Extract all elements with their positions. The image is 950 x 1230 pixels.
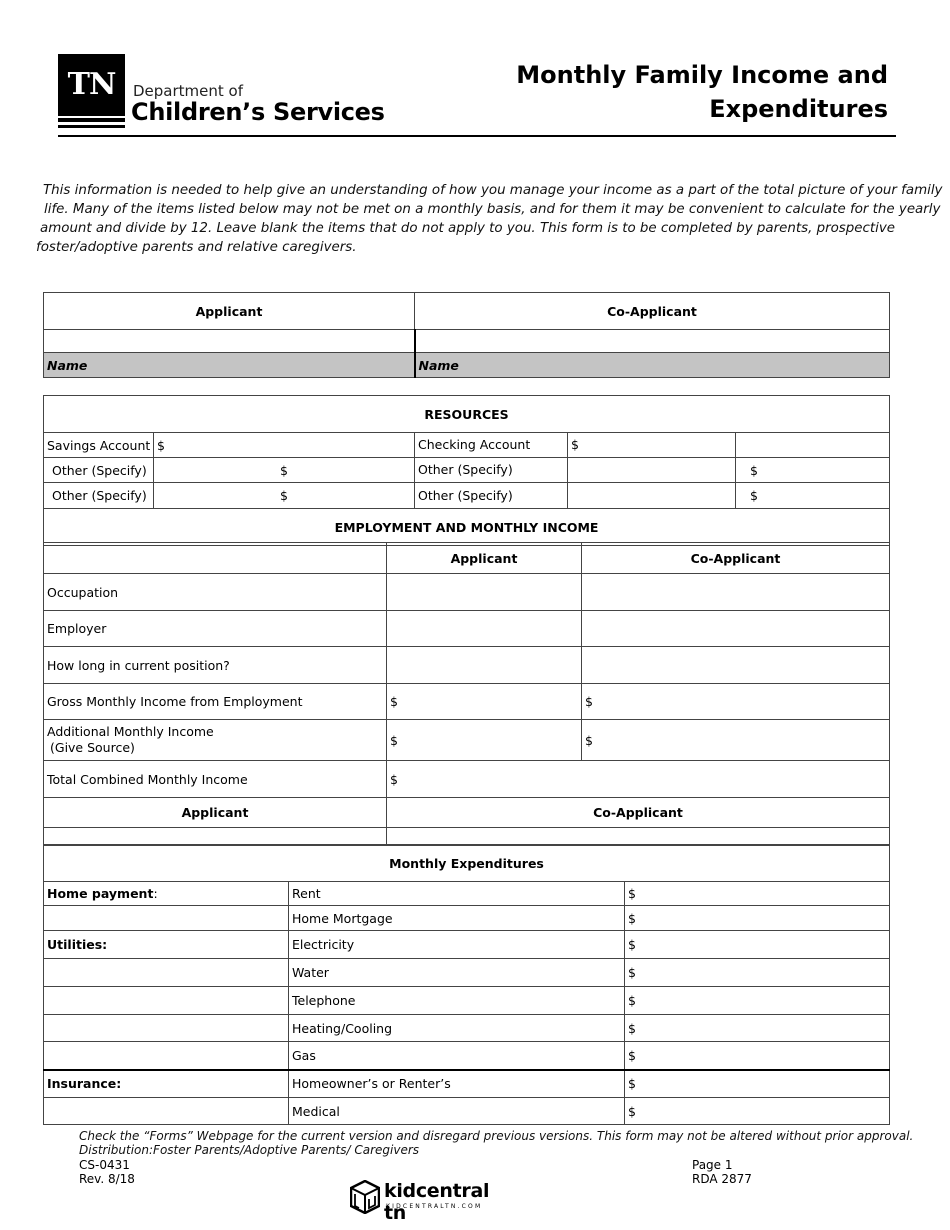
employment-applicant-header: Applicant [387,543,582,574]
blank-category [44,1015,289,1042]
kidcentral-cube-icon [350,1180,380,1214]
other-split [415,458,736,483]
other-specify-field-right[interactable] [736,458,890,483]
total-income-label: Total Combined Monthly Income [44,761,387,798]
how-long-label: How long in current position? [44,647,387,684]
other-specify-label: Other (Specify) [44,458,154,483]
form-number: CS-0431 [79,1158,130,1172]
electricity-field[interactable] [625,931,890,959]
tn-logo: TN [58,54,125,116]
applicant-signature-field[interactable] [44,828,387,846]
dollar-sign: $ [628,1076,636,1092]
dollar-sign: $ [571,437,579,452]
other-specify-field[interactable] [154,483,415,509]
resources-employment-table [43,395,890,546]
other-specify-label: Other (Specify) [415,458,568,482]
employer-label: Employer [44,611,387,647]
gas-label: Gas [289,1042,625,1070]
home-payment-label [44,882,289,906]
logo-underline [58,118,125,122]
header-divider [58,135,896,137]
kidcentral-brand: kidcentral tn [384,1180,490,1224]
dollar-sign: $ [157,437,165,453]
blank-category [44,1042,289,1070]
gross-income-label: Gross Monthly Income from Employment [44,684,387,720]
intro-line: This information is needed to help give an understanding of how you manage your income as a part of the total picture of your family [43,183,943,198]
applicant-employer-field[interactable] [387,611,582,647]
dollar-sign: $ [280,488,288,503]
resources-heading: RESOURCES [44,396,890,433]
employment-co-applicant-header: Co-Applicant [582,543,890,574]
form-title [516,58,888,126]
dollar-sign: $ [628,1020,636,1036]
savings-account-field[interactable] [154,433,415,458]
medical-field[interactable] [625,1098,890,1125]
utilities-label: Utilities: [44,931,289,959]
form-title-line1: Monthly Family Income and [516,61,888,89]
other-specify-field[interactable] [154,458,415,483]
dollar-sign: $ [628,937,636,952]
applicant-name-field[interactable] [44,330,415,353]
other-specify-label: Other (Specify) [415,483,568,508]
co-applicant-employer-field[interactable] [582,611,890,647]
electricity-label: Electricity [289,931,625,959]
dollar-sign: $ [390,732,398,748]
intro-line: foster/adoptive parents and relative caregivers. [36,240,357,255]
dollar-sign: $ [750,488,758,503]
other-specify-label: Other (Specify) [44,483,154,509]
page-header [58,54,898,138]
intro-line: life. Many of the items listed below may not be met on a monthly basis, and for them it may be convenient to calculate for the yearly [44,202,941,217]
homeowner-field[interactable] [625,1070,890,1098]
other-split [415,483,736,509]
occupation-label: Occupation [44,574,387,611]
checking-account-field[interactable] [568,433,579,457]
home-payment-colon: : [153,886,158,901]
page-number: Page 1 [692,1158,733,1172]
additional-income-line2: (Give Source) [50,740,135,755]
signature-applicant-header: Applicant [44,798,387,828]
heating-field[interactable] [625,1015,890,1042]
blank-category [44,987,289,1015]
footer-notice [79,1129,913,1157]
footer-line1: Check the “Forms” Webpage for the current version and disregard previous versions. This form may not be altered without prior approval. [79,1129,914,1143]
kidcentral-logo [350,1178,500,1224]
dollar-sign: $ [390,771,398,787]
rda-number: RDA 2877 [692,1172,752,1186]
dollar-sign: $ [280,462,288,478]
footer-line2: Distribution:Foster Parents/Adoptive Parents/ Caregivers [79,1143,420,1157]
co-applicant-how-long-field[interactable] [582,647,890,684]
water-field[interactable] [625,959,890,987]
applicant-header: Applicant [44,293,415,330]
form-revision: Rev. 8/18 [79,1172,135,1186]
page-info-block [692,1158,752,1186]
dollar-sign: $ [750,462,758,478]
additional-income-line1: Additional Monthly Income [47,724,214,739]
co-applicant-occupation-field[interactable] [582,574,890,611]
dollar-sign: $ [628,886,636,901]
heating-label: Heating/Cooling [289,1015,625,1042]
checking-account-label: Checking Account [415,433,568,457]
co-applicant-name-label: Name [415,353,890,378]
telephone-field[interactable] [625,987,890,1015]
insurance-label: Insurance: [44,1070,289,1098]
dollar-sign: $ [628,993,636,1008]
logo-underline-thin [58,125,125,128]
other-specify-field-right[interactable] [736,483,890,509]
savings-account-label: Savings Account [44,433,154,458]
dollar-sign: $ [628,965,636,980]
checking-account-field-ext[interactable] [736,433,890,458]
employment-table [43,542,890,846]
form-id-block [79,1158,135,1186]
expenditures-table [43,844,890,1125]
dollar-sign: $ [628,1047,636,1063]
co-applicant-signature-field[interactable] [387,828,890,846]
applicant-name-label: Name [44,353,415,378]
department-name: Children’s Services [131,98,385,126]
employment-heading: EMPLOYMENT AND MONTHLY INCOME [44,509,890,546]
co-applicant-name-field[interactable] [415,330,890,353]
employment-blank-header [44,543,387,574]
rent-field[interactable] [625,882,890,906]
names-table [43,292,890,378]
mortgage-label: Home Mortgage [289,906,625,931]
total-income-field[interactable] [387,761,890,798]
co-applicant-gross-income-field[interactable] [582,684,890,720]
applicant-occupation-field[interactable] [387,574,582,611]
intro-line: amount and divide by 12. Leave blank the items that do not apply to you. This form is to be completed by parents, prospective [40,221,895,236]
homeowner-label: Homeowner’s or Renter’s [289,1070,625,1098]
home-payment-text: Home payment [47,886,154,901]
kidcentral-url: KIDCENTRALTN.COM [386,1203,483,1210]
applicant-gross-income-field[interactable] [387,684,582,720]
co-applicant-header: Co-Applicant [415,293,890,330]
dollar-sign: $ [585,694,593,709]
medical-label: Medical [289,1098,625,1125]
gas-field[interactable] [625,1042,890,1070]
signature-co-applicant-header: Co-Applicant [387,798,890,828]
other-specify-field[interactable] [568,458,735,482]
additional-income-label [44,720,387,761]
co-applicant-additional-income-field[interactable] [582,720,890,761]
telephone-label: Telephone [289,987,625,1015]
blank-category [44,959,289,987]
blank-category [44,906,289,931]
dollar-sign: $ [628,1103,636,1119]
checking-split [415,433,736,458]
blank-category [44,1098,289,1125]
expenditures-heading: Monthly Expenditures [44,845,890,882]
water-label: Water [289,959,625,987]
dollar-sign: $ [390,694,398,709]
rent-label: Rent [289,882,625,906]
department-label: Department of [133,82,243,100]
mortgage-field[interactable] [625,906,890,931]
other-specify-field[interactable] [568,483,735,508]
intro-paragraph [36,181,943,257]
dollar-sign: $ [585,732,593,748]
applicant-how-long-field[interactable] [387,647,582,684]
dollar-sign: $ [628,910,636,926]
form-title-line2: Expenditures [709,95,888,123]
applicant-additional-income-field[interactable] [387,720,582,761]
